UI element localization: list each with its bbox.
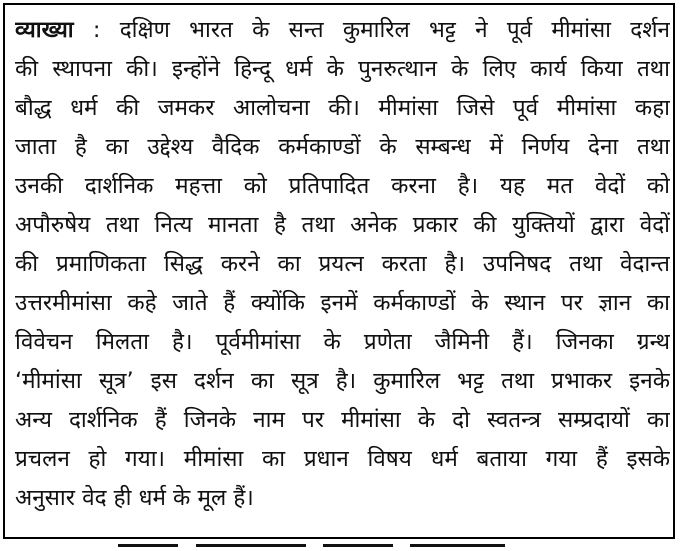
- cropped-stroke: [323, 544, 393, 547]
- text-line-6: अपौरुषेय तथा नित्य मानता है तथा अनेक प्रकार की युक्तियों द्वारा वेदों: [15, 212, 670, 238]
- text-line-8: उत्तरमीमांसा कहे जाते हैं क्योंकि इनमें कर्मकाण्डों के स्थान पर ज्ञान का: [15, 290, 670, 316]
- text-line-10: ‘मीमांसा सूत्र’ इस दर्शन का सूत्र है। कुमारिल भट्ट तथा प्रभाकर इनके: [15, 368, 670, 394]
- text-line-5: उनकी दार्शनिक महत्ता को प्रतिपादित करना है। यह मत वेदों को: [15, 173, 670, 199]
- text-line-1-content: : दक्षिण भारत के सन्त कुमारिल भट्ट ने पूर्व मीमांसा दर्शन: [92, 17, 670, 43]
- text-line-9: विवेचन मिलता है। पूर्वमीमांसा के प्रणेता जैमिनी हैं। जिनका ग्रन्थ: [15, 329, 670, 355]
- cropped-stroke: [410, 544, 505, 547]
- cropped-next-line: [118, 541, 548, 551]
- text-line-4: जाता है का उद्देश्य वैदिक कर्मकाण्डों के सम्बन्ध में निर्णय देना तथा: [15, 134, 670, 160]
- text-line-7: की प्रमाणिकता सिद्ध करने का प्रयत्न करता है। उपनिषद तथा वेदान्त: [15, 251, 670, 277]
- text-line-11: अन्य दार्शनिक हैं जिनके नाम पर मीमांसा के दो स्वतन्त्र सम्प्रदायों का: [15, 407, 670, 433]
- explanation-box: [3, 3, 675, 539]
- cropped-stroke: [196, 544, 306, 547]
- text-line-13: अनुसार वेद ही धर्म के मूल हैं।: [15, 485, 254, 511]
- text-line-12: प्रचलन हो गया। मीमांसा का प्रधान विषय धर्म बताया गया हैं इसके: [15, 446, 670, 472]
- explanation-label: व्याख्या: [15, 17, 74, 43]
- paragraph: [15, 11, 670, 518]
- text-line-1: [15, 11, 670, 50]
- text-line-2: की स्थापना की। इन्होंने हिन्दू धर्म के पुनरुत्थान के लिए कार्य किया तथा: [15, 56, 670, 82]
- cropped-stroke: [118, 544, 178, 547]
- text-line-3: बौद्ध धर्म की जमकर आलोचना की। मीमांसा जिसे पूर्व मीमांसा कहा: [15, 95, 670, 121]
